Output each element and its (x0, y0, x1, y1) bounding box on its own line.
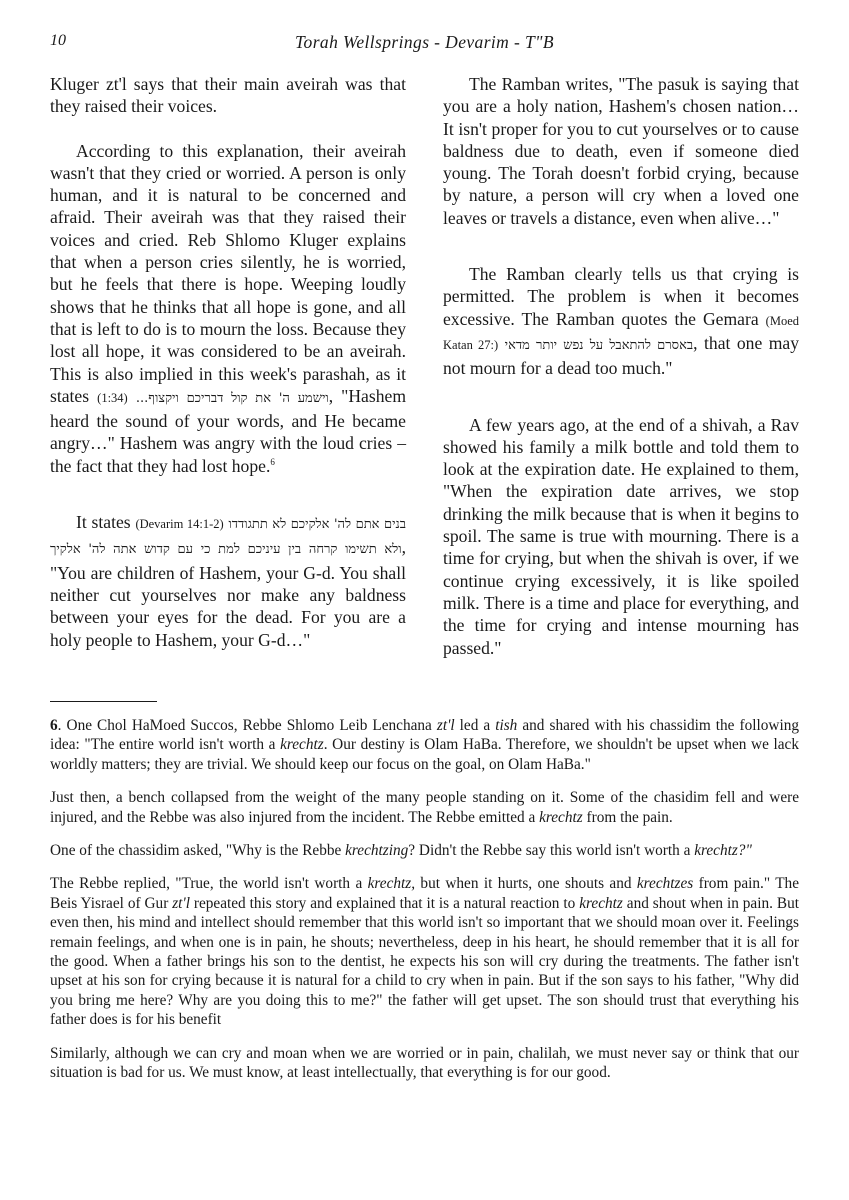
footnote-text: . Our destiny is Olam HaBa. Therefore, we shouldn't be upset when we lack worldly matters; they are trivial. We should keep our focus on the goal, on Olam HaBa." (50, 736, 799, 773)
left-p3-hebrew-quote: בנים אתם לה' אלקיכם לא תתגודדו ולא תשימו קרחה בין עיניכם למת כי עם קדוש אתה לה' אלקיך (50, 517, 406, 558)
left-p2-text-after: , "Hashem heard the sound of your words, and He became angry…" Hashem was angry with the loud cries – the fact that they had lost hope. (50, 385, 407, 476)
page-number: 10 (50, 32, 66, 49)
footnote-text: One of the chassidim asked, "Why is the Rebbe (50, 842, 346, 860)
right-paragraph-1: The Ramban writes, "The pasuk is saying that you are a holy nation, Hashem's chosen nation… It isn't proper for you to cut yourselves or to cause baldness due to death, even if someone died young. The Torah doesn't forbid crying, because by nature, a person will cry when a loved one leaves or travels a distance, even when alive…" (443, 74, 799, 228)
footnote-6-paragraph-5: Similarly, although we can cry and moan when we are worried or in pain, chalilah, we must never say or think that our situation is bad for us. We must know, at least intellectually, that everything is for our good. (50, 1044, 799, 1082)
left-p2-citation: (1:34) (97, 390, 128, 405)
footnote-italic-term: zt'l (172, 894, 190, 912)
running-title: Torah Wellsprings - Devarim - T"B (295, 32, 554, 52)
footnote-italic-term: krechtz (280, 736, 324, 754)
footnote-italic-term: krechtz, (367, 875, 416, 893)
footnote-text: from pain." The Beis Yisrael of Gur (50, 875, 799, 912)
right-p2-hebrew-quote: באסרם להתאבל על נפש יותר מדאי (504, 337, 694, 353)
footnote-text: led a (454, 717, 496, 734)
footnote-text: from the pain. (582, 808, 673, 826)
footnote-number: 6 (50, 717, 58, 734)
left-p2-text: According to this explanation, their aveirah wasn't that they cried or worried. A person is only human, and it is natural to be concerned and afraid. Their aveirah was that they raised their voices and cried. Reb Shlomo Kluger explains that when a person cries silently, he is worried, but he feels that there is hope. Weeping loudly shows that he thinks that all hope is gone, and all that is left to do is to mourn the loss. Because they lost all hope, it was considered to be an aveirah. This is also implied in this week's parashah, as it states (50, 140, 406, 406)
right-p2-citation: (Moed Katan 27:) (443, 313, 799, 352)
left-p3-text: It states (76, 512, 131, 533)
footnote-text: Just then, a bench collapsed from the weight of the many people standing on it. Some of the chasidim fell and were injured, and the Rebbe was also injured from the incident. The Rebbe emitted a (50, 789, 799, 826)
right-column (443, 73, 799, 681)
footnote-text: repeated this story and explained that it is a natural reaction to (189, 894, 580, 912)
right-paragraph-3: A few years ago, at the end of a shivah, a Rav showed his family a milk bottle and told them to look at the expiration date. He explained to them, "When the expiration date arrives, we stop drinking the milk because that is when it begins to spoil. The same is true with mourning. There is a time for crying, but when the shivah is over, if we continue crying excessively, it is like spoiled milk. There is a time and place for everything, and the time for crying and intense mourning has passed." (443, 414, 799, 658)
footnote-divider (50, 701, 157, 702)
page-header (50, 32, 799, 56)
footnote-6-paragraph-1 (50, 716, 799, 774)
footnote-ref-6[interactable]: 6 (270, 456, 275, 467)
footnote-italic-term: krechtzing (345, 842, 409, 860)
footnote-6-paragraph-3 (50, 841, 799, 860)
footnote-italic-term: zt'l (436, 717, 455, 734)
left-paragraph-1: Kluger zt'l says that their main aveirah was that they raised their voices. (50, 74, 406, 117)
left-p3-text-after: , "You are children of Hashem, your G-d. You shall neither cut yourselves nor make any baldness between your eyes for the dead. For you are a holy people to Hashem, your G-d…" (50, 537, 406, 650)
footnote-italic-term: krechtzes (636, 875, 694, 893)
right-p2-text-after: , that one may not mourn for a dead too much." (443, 332, 800, 379)
footnote-italic-term: krechtz?" (694, 842, 752, 860)
footnote-6-paragraph-4 (50, 874, 799, 1029)
left-p2-hebrew-quote: וישמע ה' את קול דבריכם ויקצוף... (135, 390, 329, 406)
left-paragraph-3 (50, 511, 406, 651)
footnote-italic-term: tish (495, 717, 518, 734)
footnote-italic-term: krechtz (539, 808, 583, 826)
right-p2-text: The Ramban clearly tells us that crying is permitted. The problem is when it becomes excessive. The Ramban quotes the Gemara (443, 264, 799, 329)
left-paragraph-2 (50, 140, 406, 477)
right-paragraph-2 (443, 263, 799, 379)
footnote-6-paragraph-2 (50, 788, 799, 827)
footnote-text: . One Chol HaMoed Succos, Rebbe Shlomo Leib Lenchana (57, 717, 437, 734)
footnote-text: but when it hurts, one shouts and (415, 875, 637, 893)
footnotes-section (50, 716, 799, 1097)
footnote-italic-term: krechtz (579, 894, 623, 912)
left-p3-citation: (Devarim 14:1-2) (135, 517, 224, 532)
footnote-text: and shared with his chassidim the following idea: "The entire world isn't worth a (50, 717, 799, 754)
left-column (50, 73, 406, 673)
footnote-text: and shout when in pain. But even then, his mind and intellect should remember that this world isn't so important that we should moan over it. Feelings remain feelings, and when one is in pain, he shouts; nevertheless, deep in his heart, he should remember that it is all for the good. When a father brings his son to the dentist, he expects his son will cry during the treatments. The father isn't upset at his son for crying because it is natural for a child to cry when in pain. But if the son says to his father, "Why did you bring me here? Why are you doing this to me?" the father will get upset. The son should trust that everything his father does is for his benefit (50, 894, 799, 1029)
footnote-text: ? Didn't the Rebbe say this world isn't worth a (408, 842, 695, 860)
footnote-text: The Rebbe replied, "True, the world isn't worth a (50, 875, 368, 893)
